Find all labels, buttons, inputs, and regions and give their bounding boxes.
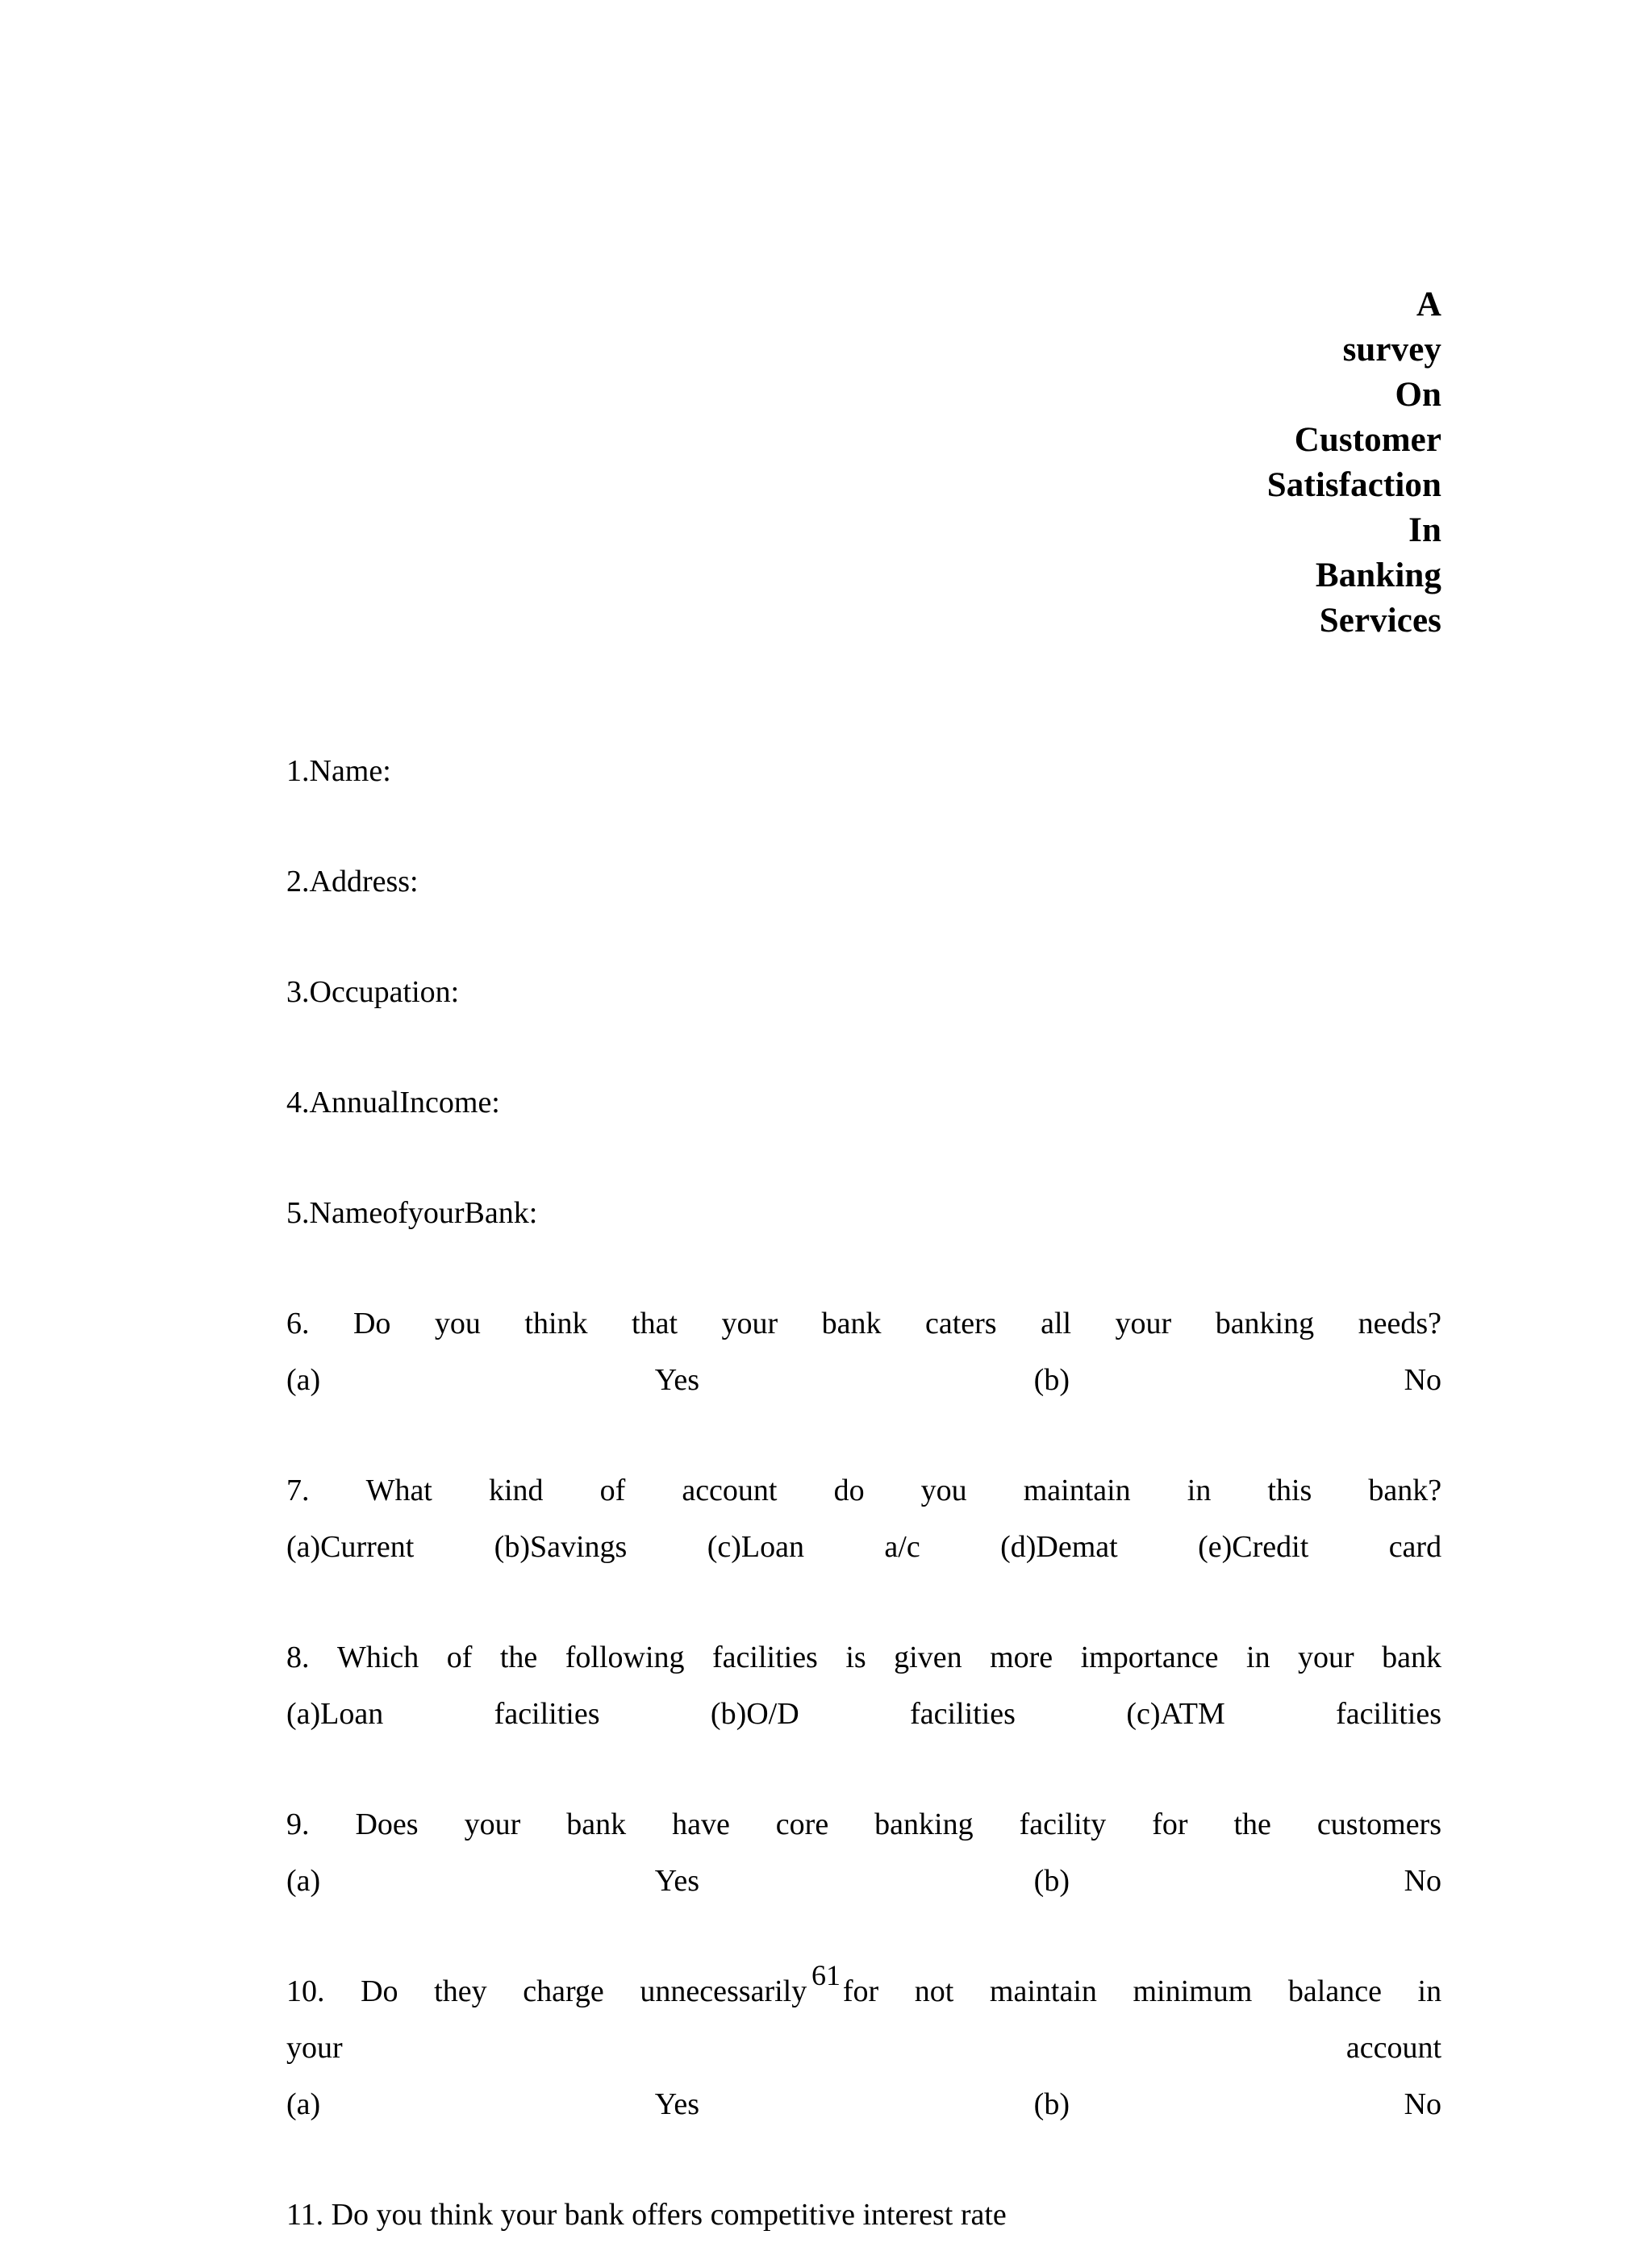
option-loan[interactable]: (c)Loan [707,1530,804,1564]
option-label-b[interactable]: (b) [1033,1864,1070,1898]
word: bank [566,1807,627,1841]
spacer [286,1020,1441,1074]
field-annual-income: 4.AnnualIncome: [286,1086,500,1119]
word: Do [361,1974,398,2008]
question-7-options [286,1519,1441,1575]
word: core [775,1807,829,1841]
word: the [1233,1807,1271,1841]
word: you [434,1307,481,1340]
word: have [672,1807,730,1841]
word: bank [1382,1641,1442,1674]
question-9-prompt [286,1796,1441,1853]
title-word: A [1416,286,1441,323]
spacer [286,1742,1441,1796]
page-title [286,0,1441,689]
question-9-options [286,1853,1441,1909]
question-8 [286,1629,1441,1742]
word: bank [821,1307,882,1340]
word: of [446,1641,473,1674]
word: unnecessarily [640,1974,807,2008]
spacer [286,1408,1441,1462]
option-no[interactable]: No [1404,2087,1442,2121]
word: maintain [989,1974,1097,2008]
spacer [286,910,1441,964]
word: needs? [1358,1307,1441,1340]
field-address: 2.Address: [286,865,419,898]
option-yes[interactable]: Yes [654,2087,700,2121]
word: do [833,1474,865,1507]
word: 9. [286,1807,310,1841]
word: your [721,1307,778,1340]
question-9 [286,1796,1441,1909]
option-od-facilities-word[interactable]: facilities [910,1697,1016,1731]
word: following [565,1641,685,1674]
spacer [286,799,1441,853]
word: in [1187,1474,1212,1507]
word: facility [1019,1807,1107,1841]
option-loan-facilities-word[interactable]: facilities [494,1697,600,1731]
word: caters [924,1307,997,1340]
option-od-facilities[interactable]: (b)O/D [710,1697,799,1731]
question-7 [286,1462,1441,1575]
option-yes[interactable]: Yes [654,1864,700,1898]
field-occupation: 3.Occupation: [286,975,460,1009]
option-credit-card[interactable]: card [1388,1530,1442,1564]
option-label-b[interactable]: (b) [1033,2087,1070,2121]
word: 8. [286,1641,310,1674]
word: charge [523,1974,604,2008]
word: facilities [712,1641,818,1674]
question-6-prompt [286,1295,1441,1352]
option-label-a[interactable]: (a) [286,1864,321,1898]
option-atm-facilities-word[interactable]: facilities [1336,1697,1441,1731]
word: 10. [286,1974,325,2008]
question-8-prompt [286,1629,1441,1686]
word: in [1246,1641,1270,1674]
title-word: In [1408,511,1441,549]
word: Do [353,1307,391,1340]
word: 6. [286,1307,310,1340]
word: banking [1215,1307,1315,1340]
page-number: 61 [811,1959,841,1991]
word: Does [355,1807,419,1841]
option-yes[interactable]: Yes [654,1363,700,1397]
option-label-b[interactable]: (b) [1033,1363,1070,1397]
word: this [1267,1474,1312,1507]
word: the [499,1641,538,1674]
word: that [632,1307,678,1340]
question-11-prompt: 11. Do you think your bank offers competitive interest rate [286,2198,1007,2232]
word: balance [1287,1974,1382,2008]
option-loan-facilities[interactable]: (a)Loan [286,1697,384,1731]
word: bank? [1368,1474,1442,1507]
spacer [286,1575,1441,1629]
title-word: Satisfaction [1266,466,1441,504]
word: importance [1080,1641,1219,1674]
option-no[interactable]: No [1404,1363,1442,1397]
word: given [894,1641,962,1674]
word: What [365,1474,432,1507]
option-current[interactable]: (a)Current [286,1530,415,1564]
option-demat[interactable]: (d)Demat [1000,1530,1118,1564]
title-word: Customer [1294,421,1441,459]
word: account [1345,2031,1441,2065]
word: is [845,1641,866,1674]
field-name: 1.Name: [286,754,391,788]
spacer [286,1909,1441,1963]
word: for [842,1974,879,2008]
question-8-options [286,1686,1441,1742]
question-10-options [286,2076,1441,2133]
spacer [286,1241,1441,1295]
word: more [990,1641,1053,1674]
word: they [434,1974,487,2008]
word: of [599,1474,626,1507]
spacer [286,689,1441,743]
question-7-prompt [286,1462,1441,1519]
title-word: Services [1319,602,1441,640]
word: in [1417,1974,1442,2008]
title-word: Banking [1315,557,1441,594]
word: you [920,1474,967,1507]
word: customers [1316,1807,1441,1841]
title-word: survey [1342,331,1441,369]
word: your [1115,1307,1172,1340]
word: all [1041,1307,1072,1340]
title-word: On [1395,376,1441,414]
word: think [524,1307,588,1340]
option-label-a[interactable]: (a) [286,2087,321,2121]
field-bank-name: 5.NameofyourBank: [286,1196,538,1230]
option-no[interactable]: No [1404,1864,1442,1898]
word: Which [336,1641,419,1674]
word: for [1152,1807,1188,1841]
word: your [286,2031,343,2065]
spacer [286,1131,1441,1185]
option-label-a[interactable]: (a) [286,1363,321,1397]
question-6-options [286,1352,1441,1408]
word: your [1298,1641,1354,1674]
spacer [286,2133,1441,2187]
word: not [914,1974,954,2008]
word: 7. [286,1474,310,1507]
word: kind [488,1474,544,1507]
word: your [464,1807,521,1841]
word: banking [874,1807,974,1841]
option-loan-ac[interactable]: a/c [884,1530,920,1564]
word: maintain [1023,1474,1131,1507]
word: minimum [1133,1974,1253,2008]
option-savings[interactable]: (b)Savings [494,1530,628,1564]
word: account [682,1474,778,1507]
question-6 [286,1295,1441,1408]
page-content [286,0,1441,2243]
question-10-prompt-line2 [286,2020,1441,2076]
option-credit[interactable]: (e)Credit [1198,1530,1309,1564]
question-11 [286,2187,1441,2243]
option-atm-facilities[interactable]: (c)ATM [1126,1697,1225,1731]
